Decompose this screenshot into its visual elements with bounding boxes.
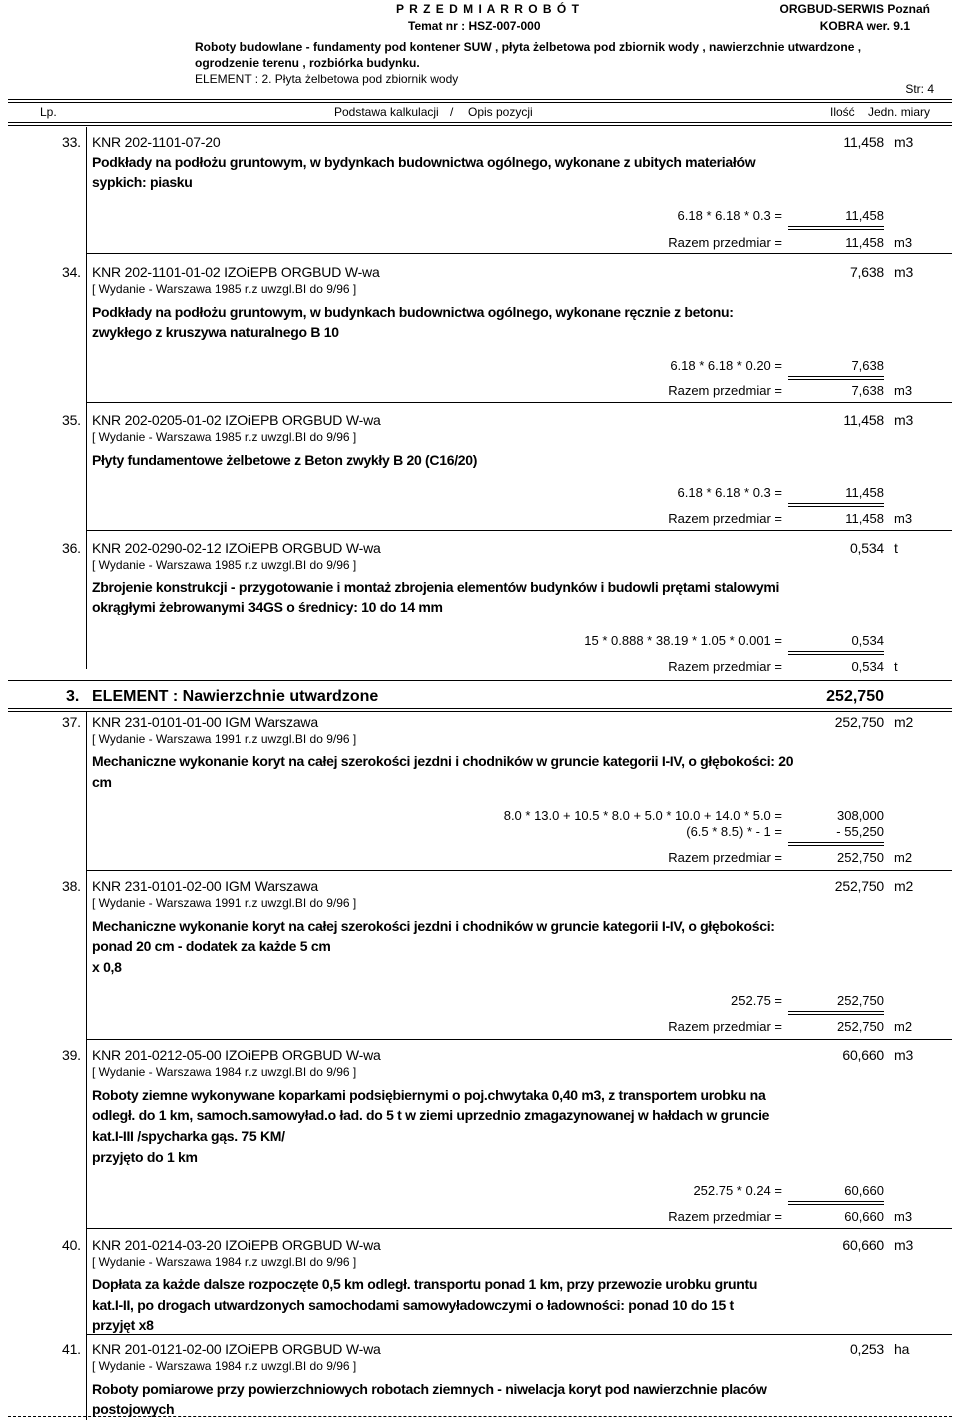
razem-unit: m3 (894, 1209, 913, 1224)
calc-value-2: - 55,250 (836, 824, 884, 839)
item-separator (86, 1039, 952, 1040)
item-desc-4: przyjęto do 1 km (92, 1149, 198, 1165)
razem-value: 252,750 (837, 1019, 884, 1034)
item-desc-3: kat.I-III /spycharka gąs. 75 KM/ (92, 1128, 285, 1144)
item-number: 34. (62, 264, 81, 280)
item-unit: m3 (894, 1237, 914, 1253)
item-desc-1: Płyty fundamentowe żelbetowe z Beton zwykły B 20 (C16/20) (92, 452, 478, 468)
section-number: 3. (66, 688, 80, 705)
item-edition: [ Wydanie - Warszawa 1984 r.z uwzgl.BI do 9/96 ] (92, 1255, 357, 1269)
item-separator (86, 530, 952, 531)
item-edition: [ Wydanie - Warszawa 1991 r.z uwzgl.BI do 9/96 ] (92, 732, 357, 746)
calc-value: 0,534 (851, 633, 884, 648)
item-desc-1: Roboty ziemne wykonywane koparkami podsiębiernymi o poj.chwytaka 0,40 m3, z transportem urobku na (92, 1087, 766, 1103)
calc-total-rule (788, 376, 884, 380)
razem-unit: m2 (894, 850, 913, 865)
item-qty: 0,253 (849, 1341, 884, 1357)
calc-expression: 15 * 0.888 * 38.19 * 1.05 * 0.001 = (584, 633, 782, 648)
razem-label: Razem przedmiar = (668, 1209, 782, 1224)
item-qty: 7,638 (849, 264, 884, 280)
item-edition: [ Wydanie - Warszawa 1991 r.z uwzgl.BI do 9/96 ] (92, 896, 357, 910)
item-desc-1: Dopłata za każde dalsze rozpoczęte 0,5 km odległ. transportu ponad 1 km, przy przewozie urobku gruntu (92, 1276, 758, 1292)
item-code: KNR 201-0214-03-20 IZOiEPB ORGBUD W-wa (92, 1237, 381, 1253)
item-desc-2: okrągłymi żebrowanymi 34GS o średnicy: 10 do 14 mm (92, 599, 443, 615)
item-desc-2: sypkich: piasku (92, 174, 193, 190)
page-cut-rule (8, 1416, 952, 1418)
item-separator (86, 1334, 952, 1335)
calc-value: 308,000 (837, 808, 884, 823)
calc-value: 11,458 (845, 208, 884, 223)
column-basis: Podstawa kalkulacji (334, 105, 439, 119)
item-number: 38. (62, 878, 81, 894)
software-version: KOBRA wer. 9.1 (819, 19, 910, 33)
column-desc: Opis pozycji (468, 105, 533, 119)
item-number: 35. (62, 412, 81, 428)
item-desc-3: x 0,8 (92, 959, 122, 975)
razem-label: Razem przedmiar = (668, 511, 782, 526)
razem-label: Razem przedmiar = (668, 659, 782, 674)
item-desc-2: cm (92, 774, 112, 790)
item-desc-2: postojowych (92, 1401, 175, 1417)
item-code: KNR 231-0101-01-00 IGM Warszawa (92, 714, 318, 730)
calc-value: 11,458 (845, 485, 884, 500)
item-qty: 0,534 (849, 540, 884, 556)
calc-expression: 6.18 * 6.18 * 0.3 = (677, 485, 782, 500)
item-edition: [ Wydanie - Warszawa 1985 r.z uwzgl.BI do 9/96 ] (92, 282, 357, 296)
column-unit: Jedn. miary (868, 105, 931, 119)
item-qty: 252,750 (834, 714, 884, 730)
razem-value: 60,660 (844, 1209, 884, 1224)
razem-value: 11,458 (845, 511, 884, 526)
section-title: ELEMENT : Nawierzchnie utwardzone (92, 688, 379, 705)
item-edition: [ Wydanie - Warszawa 1985 r.z uwzgl.BI do 9/96 ] (92, 558, 357, 572)
column-header-bottom-rule (8, 122, 952, 126)
item-code: KNR 202-0205-01-02 IZOiEPB ORGBUD W-wa (92, 412, 381, 428)
razem-label: Razem przedmiar = (668, 383, 782, 398)
element-line: ELEMENT : 2. Płyta żelbetowa pod zbiornik wody (195, 72, 459, 86)
item-desc-1: Roboty pomiarowe przy powierzchniowych robotach ziemnych - niwelacja koryt pod nawierzchnie placów (92, 1381, 767, 1397)
calc-total-rule (788, 1011, 884, 1015)
item-qty: 11,458 (843, 412, 884, 428)
item-desc-1: Podkłady na podłożu gruntowym, w budynkach budownictwa ogólnego, wykonane ręcznie z betonu: (92, 304, 734, 320)
item-code: KNR 202-0290-02-12 IZOiEPB ORGBUD W-wa (92, 540, 381, 556)
calc-expression: 252.75 = (731, 993, 782, 1008)
column-slash: / (450, 105, 454, 119)
calc-expression: 6.18 * 6.18 * 0.3 = (677, 208, 782, 223)
calc-value: 60,660 (844, 1183, 884, 1198)
section-top-rule (8, 680, 952, 681)
item-number: 41. (62, 1341, 81, 1357)
item-desc-2: kat.I-II, po drogach utwardzonych samochodami samowyładowczymi o ładowności: ponad 10 do 15 t (92, 1297, 734, 1313)
section-bottom-rule (8, 708, 952, 712)
program-title: P R Z E D M I A R R O B Ó T (396, 2, 580, 16)
calc-total-rule (788, 842, 884, 846)
razem-value: 252,750 (837, 850, 884, 865)
calc-total-rule (788, 226, 884, 230)
item-desc-2: ponad 20 cm - dodatek za każde 5 cm (92, 938, 331, 954)
item-number: 39. (62, 1047, 81, 1063)
item-separator (86, 402, 952, 403)
item-desc-1: Mechaniczne wykonanie koryt na całej szerokości jezdni i chodników w gruncie kategorii I-IV, o głębokości: (92, 918, 775, 934)
item-unit: m3 (894, 412, 914, 428)
razem-unit: t (894, 659, 898, 674)
item-number: 33. (62, 134, 81, 150)
column-lp: Lp. (40, 105, 57, 119)
item-desc-2: odległ. do 1 km, samoch.samowyład.o ład. do 5 t w ziemi uprzednio zmagazynowanej w hałdach w gruncie (92, 1107, 770, 1123)
lp-column-line-2 (86, 712, 87, 1420)
razem-unit: m3 (894, 511, 913, 526)
document-title-line2: ogrodzenie terenu , rozbiórka budynku. (195, 56, 420, 70)
calc-value: 7,638 (851, 358, 884, 373)
item-separator (86, 1228, 952, 1229)
item-unit: m3 (894, 264, 914, 280)
lp-column-line (86, 127, 87, 669)
item-code: KNR 202-1101-01-02 IZOiEPB ORGBUD W-wa (92, 264, 380, 280)
item-unit: ha (894, 1341, 910, 1357)
calc-expression: 252.75 * 0.24 = (693, 1183, 782, 1198)
item-qty: 60,660 (842, 1047, 884, 1063)
razem-value: 11,458 (845, 235, 884, 250)
razem-unit: m3 (894, 235, 913, 250)
item-unit: m3 (894, 134, 914, 150)
razem-label: Razem przedmiar = (668, 1019, 782, 1034)
temat-number: Temat nr : HSZ-007-000 (408, 19, 541, 33)
item-unit: m2 (894, 714, 914, 730)
razem-unit: m2 (894, 1019, 913, 1034)
item-qty: 252,750 (834, 878, 884, 894)
item-desc-1: Podkłady na podłożu gruntowym, w bydynkach budownictwa ogólnego, wykonane z ubitych materiałów (92, 154, 756, 170)
item-qty: 11,458 (843, 134, 884, 150)
item-desc-1: Zbrojenie konstrukcji - przygotowanie i montaż zbrojenia elementów budynków i budowli prętami stalowymi (92, 579, 780, 595)
calc-expression: 8.0 * 13.0 + 10.5 * 8.0 + 5.0 * 10.0 + 14.0 * 5.0 = (503, 808, 782, 823)
section-total: 252,750 (826, 688, 884, 705)
item-separator (86, 870, 952, 871)
razem-label: Razem przedmiar = (668, 850, 782, 865)
item-code: KNR 202-1101-07-20 (92, 134, 221, 150)
calc-total-rule (788, 503, 884, 507)
item-edition: [ Wydanie - Warszawa 1984 r.z uwzgl.BI do 9/96 ] (92, 1065, 357, 1079)
razem-value: 7,638 (851, 383, 884, 398)
company-name: ORGBUD-SERWIS Poznań (779, 2, 930, 16)
column-header-top-rule (8, 99, 952, 103)
item-code: KNR 231-0101-02-00 IGM Warszawa (92, 878, 318, 894)
item-unit: m3 (894, 1047, 914, 1063)
item-qty: 60,660 (842, 1237, 884, 1253)
calc-expression: 6.18 * 6.18 * 0.20 = (670, 358, 782, 373)
razem-value: 0,534 (851, 659, 884, 674)
calc-total-rule (788, 651, 884, 655)
calc-expression-2: (6.5 * 8.5) * - 1 = (686, 824, 782, 839)
column-qty: Ilość (830, 105, 855, 119)
razem-unit: m3 (894, 383, 913, 398)
calc-value: 252,750 (837, 993, 884, 1008)
item-unit: m2 (894, 878, 914, 894)
item-desc-2: zwykłego z kruszywa naturalnego B 10 (92, 324, 339, 340)
item-desc-1: Mechaniczne wykonanie koryt na całej szerokości jezdni i chodników w gruncie kategorii I-IV, o głębokości: 20 (92, 753, 794, 769)
document-title-line1: Roboty budowlane - fundamenty pod kontener SUW , płyta żelbetowa pod zbiornik wody , nawierzchnie utwardzone , (195, 40, 862, 54)
razem-label: Razem przedmiar = (668, 235, 782, 250)
item-desc-3: przyjęt x8 (92, 1317, 154, 1333)
item-edition: [ Wydanie - Warszawa 1985 r.z uwzgl.BI do 9/96 ] (92, 430, 357, 444)
item-number: 36. (62, 540, 81, 556)
calc-total-rule (788, 1201, 884, 1205)
item-separator (86, 253, 952, 254)
item-edition: [ Wydanie - Warszawa 1984 r.z uwzgl.BI do 9/96 ] (92, 1359, 357, 1373)
page-number: Str: 4 (905, 82, 934, 96)
item-code: KNR 201-0121-02-00 IZOiEPB ORGBUD W-wa (92, 1341, 381, 1357)
item-code: KNR 201-0212-05-00 IZOiEPB ORGBUD W-wa (92, 1047, 381, 1063)
item-number: 37. (62, 714, 81, 730)
item-number: 40. (62, 1237, 81, 1253)
item-unit: t (894, 540, 898, 556)
